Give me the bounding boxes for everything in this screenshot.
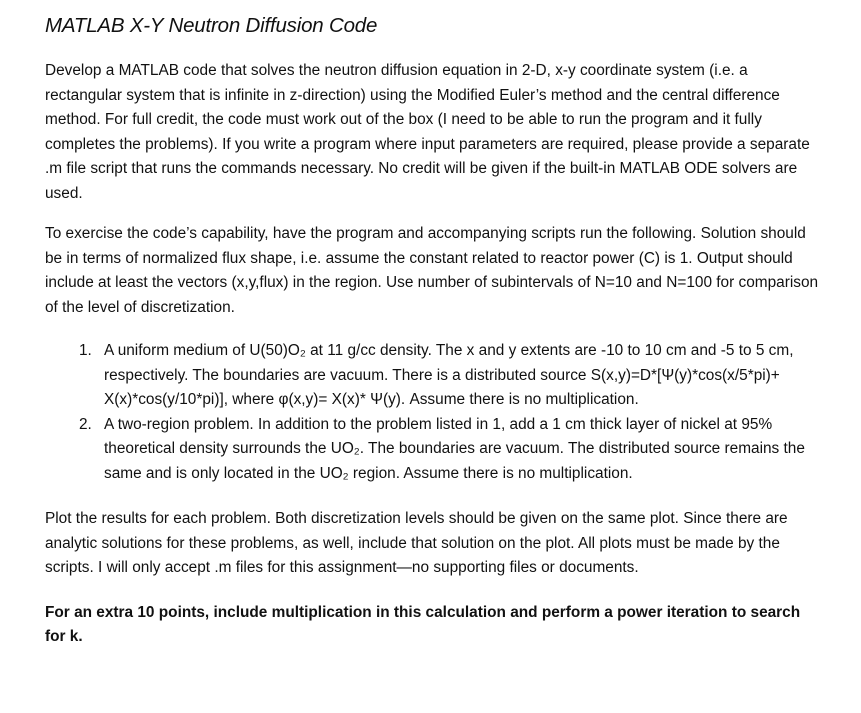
list-item-number: 1. [79,342,92,359]
list-item [45,339,811,413]
plot-instructions-paragraph: Plot the results for each problem. Both discretization levels should be given on the same plot. Since there are analytic solutions for these problems, as well, include that solution on the plot. All plots must be made by the scripts. I will only accept .m files for this assignment—no supporting files or documents. [45,510,788,576]
list-item-number: 2. [79,415,92,433]
intro-paragraph: Develop a MATLAB code that solves the neutron diffusion equation in 2-D, x-y coordinate system (i.e. a rectangular system that is infinite in z-direction) using the Modified Euler’s method and the central difference method. For full credit, the code must work out of the box (I need to be able to run the program and it fully completes the problems). If you write a program where input parameters are required, please provide a separate .m file script that runs the commands necessary. No credit will be given if the built-in MATLAB ODE solvers are used. [45,62,810,202]
extra-credit-paragraph: For an extra 10 points, include multiplication in this calculation and perform a power iteration to search for k. [45,603,801,645]
document-title: MATLAB X-Y Neutron Diffusion Code [45,14,378,37]
requirements-paragraph: To exercise the code’s capability, have the program and accompanying scripts run the following. Solution should be in terms of normalized flux shape, i.e. assume the constant related to reactor power (C) is 1. Output should include at least the vectors (x,y,flux) in the region. Use number of subintervals of N=10 and N=100 for comparison of the level of discretization. [45,225,819,316]
document-page [45,12,825,650]
problem-list [45,339,825,486]
list-item-text: A uniform medium of U(50)O₂ at 11 g/cc density. The x and y extents are -10 to 10 cm and -5 to 5 cm, respectively. The boundaries are vacuum. There is a distributed source S(x,y)=D*[Ψ(y)*cos(x/5*pi)+ Χ(x)*cos(y/10*pi)], where φ(x,y)= Χ(x)* Ψ(y). Assume there is no multiplication. [104,342,794,408]
list-item-text: A two-region problem. In addition to the problem listed in 1, add a 1 cm thick layer of nickel at 95% theoretical density surrounds the UO₂. The boundaries are vacuum. The distributed source remains the same and is only located in the UO₂ region. Assume there is no multiplication. [104,415,805,482]
list-item [45,413,811,487]
